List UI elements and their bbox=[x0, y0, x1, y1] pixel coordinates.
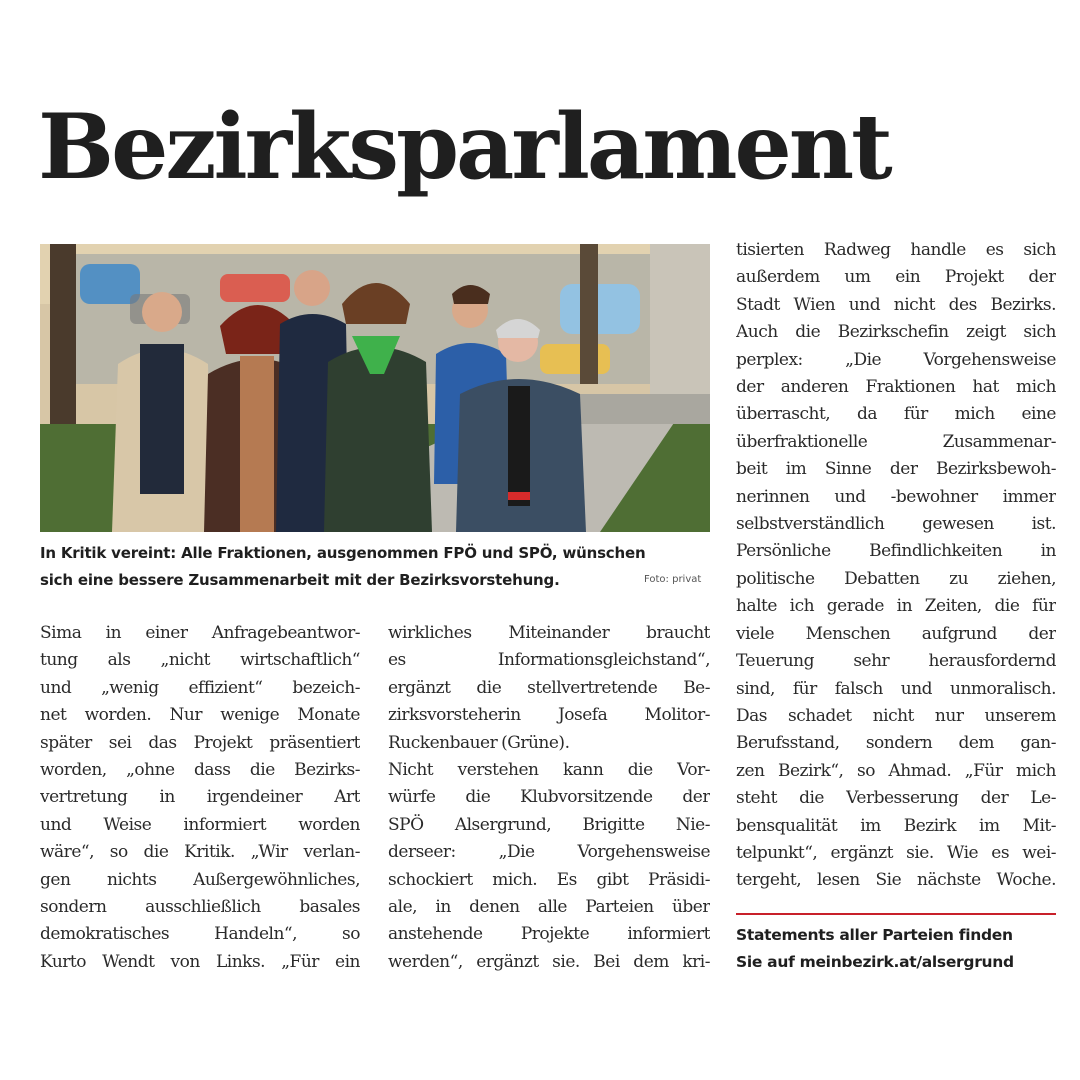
headline: Bezirksparlament bbox=[38, 94, 890, 200]
photo-credit: Foto: privat bbox=[644, 574, 702, 585]
text-line: beit im Sinne der Bezirksbewoh- bbox=[736, 459, 1056, 480]
text-line: würfe die Klubvorsitzende der bbox=[388, 787, 710, 808]
text-line: SPÖ Alsergrund, Brigitte Nie- bbox=[388, 814, 710, 835]
article-column-2 bbox=[388, 620, 710, 976]
text-line: viele Menschen aufgrund der bbox=[736, 623, 1056, 644]
group-photo-illustration bbox=[40, 244, 710, 532]
footer-note bbox=[736, 922, 1066, 976]
text-line: ergänzt die stellvertretende Be- bbox=[388, 677, 710, 698]
footer-line: Sie auf meinbezirk.at/alsergrund bbox=[736, 953, 1014, 971]
text-line: nerinnen und -bewohner immer bbox=[736, 486, 1056, 507]
text-line: gen nichts Außergewöhnliches, bbox=[40, 869, 360, 890]
text-line: überfraktionelle Zusammenar- bbox=[736, 431, 1056, 452]
text-line: der anderen Fraktionen hat mich bbox=[736, 377, 1056, 398]
text-line: Auch die Bezirkschefin zeigt sich bbox=[736, 322, 1056, 343]
text-line: telpunkt“, ergänzt sie. Wie es wei- bbox=[736, 842, 1056, 863]
text-line: anstehende Projekte informiert bbox=[388, 924, 710, 945]
text-line: tisierten Radweg handle es sich bbox=[736, 240, 1056, 260]
text-line: Stadt Wien und nicht des Bezirks. bbox=[736, 294, 1056, 315]
article-column-3 bbox=[736, 237, 1056, 895]
text-line: Teuerung sehr herausfordernd bbox=[736, 651, 1056, 672]
text-line: außerdem um ein Projekt der bbox=[736, 267, 1056, 288]
text-line: zen Bezirk“, so Ahmad. „Für mich bbox=[736, 760, 1056, 781]
footer-line: Statements aller Parteien finden bbox=[736, 926, 1013, 944]
photo-caption bbox=[40, 540, 710, 594]
text-line: ale, in denen alle Parteien über bbox=[388, 897, 710, 918]
text-line: selbstverständlich gewesen ist. bbox=[736, 514, 1056, 535]
text-line: wäre“, so die Kritik. „Wir verlan- bbox=[40, 842, 360, 863]
text-line: sondern ausschließlich basales bbox=[40, 897, 360, 918]
footer-divider bbox=[736, 913, 1056, 915]
text-line: Das schadet nicht nur unserem bbox=[736, 705, 1056, 726]
text-line: worden, „ohne dass die Bezirks- bbox=[40, 760, 360, 781]
text-line: perplex: „Die Vorgehensweise bbox=[736, 349, 1056, 370]
text-line: wirkliches Miteinander braucht bbox=[388, 623, 710, 643]
text-line: net worden. Nur wenige Monate bbox=[40, 705, 360, 726]
text-line: schockiert mich. Es gibt Präsidi- bbox=[388, 869, 710, 890]
caption-line: In Kritik vereint: Alle Fraktionen, ausgenommen FPÖ und SPÖ, wünschen bbox=[40, 544, 646, 562]
text-line: Persönliche Befindlichkeiten in bbox=[736, 541, 1056, 562]
text-line: bensqualität im Bezirk im Mit- bbox=[736, 815, 1056, 836]
text-line: tung als „nicht wirtschaftlich“ bbox=[40, 650, 360, 671]
text-line: vertretung in irgendeiner Art bbox=[40, 787, 360, 808]
text-line: derseer: „Die Vorgehensweise bbox=[388, 842, 710, 863]
text-line: und „wenig effizient“ bezeich- bbox=[40, 677, 360, 698]
text-line: es Informationsgleichstand“, bbox=[388, 650, 710, 671]
caption-line: sich eine bessere Zusammenarbeit mit der Bezirksvorstehung. bbox=[40, 571, 560, 589]
text-line: Berufsstand, sondern dem gan- bbox=[736, 733, 1056, 754]
text-line: werden“, ergänzt sie. Bei dem kri- bbox=[388, 951, 710, 972]
text-line: Sima in einer Anfragebeantwor- bbox=[40, 623, 360, 643]
text-line: halte ich gerade in Zeiten, die für bbox=[736, 596, 1056, 617]
group-photo bbox=[40, 244, 710, 532]
text-line: und Weise informiert worden bbox=[40, 814, 360, 835]
text-line: Nicht verstehen kann die Vor- bbox=[388, 760, 710, 781]
text-line: Kurto Wendt von Links. „Für ein bbox=[40, 951, 360, 972]
text-line: Ruckenbauer (Grüne). bbox=[388, 732, 570, 753]
text-line: zirksvorsteherin Josefa Molitor- bbox=[388, 705, 710, 726]
text-line: sind, für falsch und unmoralisch. bbox=[736, 678, 1056, 699]
text-line: überrascht, da für mich eine bbox=[736, 404, 1056, 425]
text-line: steht die Verbesserung der Le- bbox=[736, 788, 1056, 809]
article-column-1 bbox=[40, 620, 360, 976]
text-line: demokratisches Handeln“, so bbox=[40, 924, 360, 945]
text-line: tergeht, lesen Sie nächste Woche. bbox=[736, 870, 1056, 891]
text-line: politische Debatten zu ziehen, bbox=[736, 568, 1056, 589]
text-line: später sei das Projekt präsentiert bbox=[40, 732, 360, 753]
